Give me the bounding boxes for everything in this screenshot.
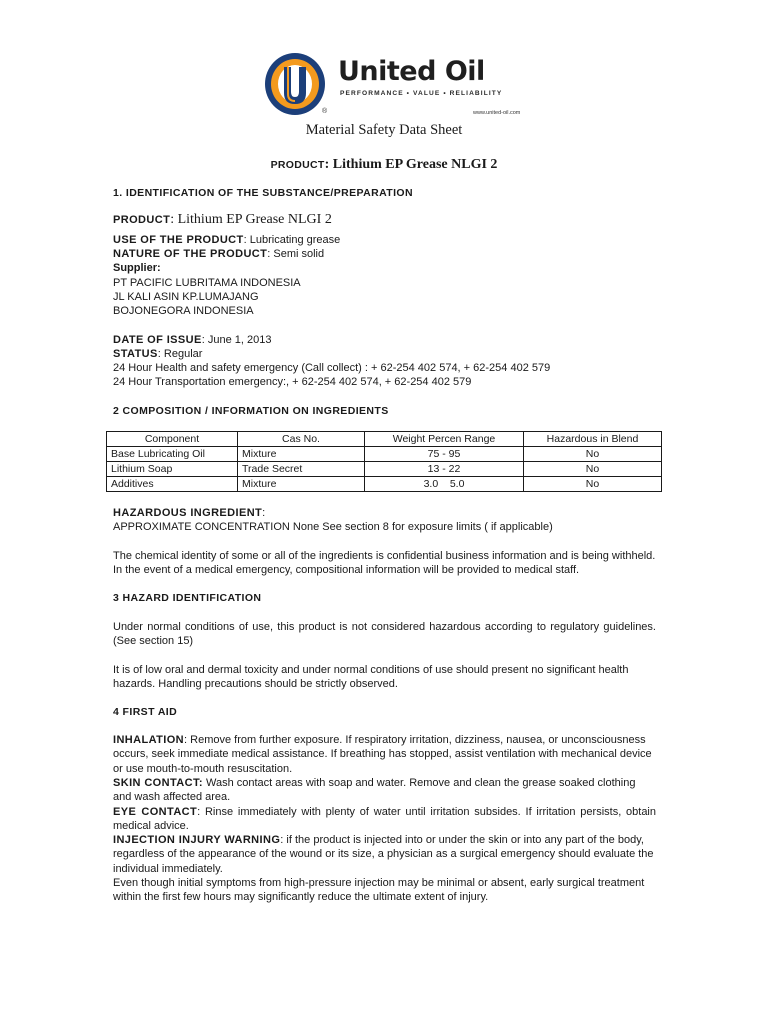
hazardous-ingredient-label: HAZARDOUS INGREDIENT (113, 507, 263, 519)
confidential-note: The chemical identity of some or all of the ingredients is confidential business information and is being withheld. In the event of a medical emergency, compositional information will be provided to medical staff. (113, 550, 656, 577)
nature-row: NATURE OF THE PRODUCT: Semi solid (113, 248, 325, 260)
date-label: DATE OF ISSUE (113, 334, 202, 346)
logo-tagline: PERFORMANCE • VALUE • RELIABILITY (340, 90, 503, 97)
table-cell: Trade Secret (238, 462, 365, 477)
table-header-cell: Component (107, 432, 238, 447)
nature-label: NATURE OF THE PRODUCT (113, 248, 268, 260)
supplier-line-3: BOJONEGORA INDONESIA (113, 305, 254, 317)
document-title: Material Safety Data Sheet (305, 122, 463, 138)
product-header: PRODUCT: Lithium EP Grease NLGI 2 (270, 157, 498, 172)
injection-warning-label: INJECTION INJURY WARNING (113, 834, 281, 846)
table-cell: Mixture (238, 447, 365, 462)
date-row: DATE OF ISSUE: June 1, 2013 (113, 334, 272, 346)
section-4-heading: 4 FIRST AID (113, 706, 178, 718)
eye-contact-paragraph: EYE CONTACT: Rinse immediately with plenty of water until irritation subsides. If irritation persists, obtain medical advice. (113, 806, 656, 833)
section-2-heading: 2 COMPOSITION / INFORMATION ON INGREDIENTS (113, 405, 389, 417)
status-row: STATUS: Regular (113, 348, 203, 360)
table-cell: 13 - 22 (365, 462, 524, 477)
logo-name: United Oil (338, 56, 485, 87)
united-oil-logo (264, 52, 521, 124)
table-cell: Lithium Soap (107, 462, 238, 477)
eye-contact-text: Rinse immediately with plenty of water until irritation subsides. If irritation persists, obtain medical advice. (113, 806, 656, 833)
table-header-cell: Cas No. (238, 432, 365, 447)
product-value: Lithium EP Grease NLGI 2 (177, 212, 332, 227)
product-label: PRODUCT (113, 214, 171, 226)
emergency-transport: 24 Hour Transportation emergency:, + 62-254 402 574, + 62-254 402 579 (113, 376, 472, 388)
product-row: PRODUCT: Lithium EP Grease NLGI 2 (113, 212, 332, 227)
table-cell: No (524, 462, 662, 477)
injection-warning-text: if the product is injected into or under the skin or into any part of the body, regardless of the appearance of the wound or its size, a physician as a surgical emergency should evaluate the individual immediately. (113, 834, 654, 875)
supplier-label: Supplier: (113, 262, 161, 274)
section-3-heading: 3 HAZARD IDENTIFICATION (113, 592, 262, 604)
table-cell: No (524, 447, 662, 462)
united-oil-emblem-icon (264, 52, 326, 116)
composition-table (106, 431, 662, 492)
supplier-line-1: PT PACIFIC LUBRITAMA INDONESIA (113, 277, 301, 289)
use-row: USE OF THE PRODUCT: Lubricating grease (113, 234, 341, 246)
eye-contact-label: EYE CONTACT (113, 806, 198, 818)
table-header-cell: Hazardous in Blend (524, 432, 662, 447)
inhalation-label: INHALATION (113, 734, 185, 746)
inhalation-text: Remove from further exposure. If respiratory irritation, dizziness, nausea, or unconsciousness occurs, seek immediate medical assistance. If breathing has stopped, assist ventilation with mechanical device or use mouth-to-mouth resuscitation. (113, 734, 652, 775)
section-1-heading: 1. IDENTIFICATION OF THE SUBSTANCE/PREPARATION (113, 187, 413, 199)
use-label: USE OF THE PRODUCT (113, 234, 244, 246)
product-header-value: Lithium EP Grease NLGI 2 (332, 157, 498, 172)
inhalation-paragraph: INHALATION: Remove from further exposure. If respiratory irritation, dizziness, nausea, or unconsciousness occurs, seek immediate medical assistance. If breathing has stopped, assist ventilation with mechanical device or use mouth-to-mouth resuscitation. (113, 734, 652, 775)
hazardous-ingredient-row: HAZARDOUS INGREDIENT: (113, 507, 266, 519)
injection-warning-paragraph: INJECTION INJURY WARNING: if the product is injected into or under the skin or into any part of the body, regardless of the appearance of the wound or its size, a physician as a surgical emergency should evaluate the individual immediately. (113, 834, 654, 875)
table-header-row (107, 432, 662, 447)
hazard-paragraph-1: Under normal conditions of use, this product is not considered hazardous according to regulatory guidelines. (See section 15) (113, 621, 656, 648)
table-row (107, 462, 662, 477)
status-label: STATUS (113, 348, 158, 360)
table-cell: 75 - 95 (365, 447, 524, 462)
table-row (107, 447, 662, 462)
table-cell: Base Lubricating Oil (107, 447, 238, 462)
product-header-label: PRODUCT (270, 159, 325, 171)
logo-url: www.united-oil.com (473, 110, 521, 116)
skin-contact-paragraph (113, 776, 656, 805)
skin-contact-text: Wash contact areas with soap and water. Remove and clean the grease soaked clothing and wash affected area. (113, 777, 636, 804)
emergency-health: 24 Hour Health and safety emergency (Call collect) : + 62-254 402 574, + 62-254 402 579 (113, 362, 551, 374)
status-value: Regular (163, 348, 203, 360)
high-pressure-note: Even though initial symptoms from high-pressure injection may be minimal or absent, early surgical treatment within the first few hours may significantly reduce the ultimate extent of injury. (113, 877, 645, 904)
date-value: June 1, 2013 (207, 334, 272, 346)
registered-mark: ® (322, 108, 328, 115)
hazard-paragraph-2: It is of low oral and dermal toxicity and under normal conditions of use should present no significant health hazards. Handling precautions should be strictly observed. (113, 664, 629, 691)
table-cell: Additives (107, 477, 238, 492)
table-header-cell: Weight Percen Range (365, 432, 524, 447)
use-value: Lubricating grease (249, 234, 341, 246)
table-cell: Mixture (238, 477, 365, 492)
table-cell: 3.0 5.0 (365, 477, 524, 492)
nature-value: Semi solid (273, 248, 325, 260)
approximate-concentration: APPROXIMATE CONCENTRATION None See section 8 for exposure limits ( if applicable) (113, 521, 553, 533)
table-cell: No (524, 477, 662, 492)
skin-contact-label: SKIN CONTACT: (113, 777, 203, 789)
table-row (107, 477, 662, 492)
supplier-line-2: JL KALI ASIN KP.LUMAJANG (113, 291, 259, 303)
